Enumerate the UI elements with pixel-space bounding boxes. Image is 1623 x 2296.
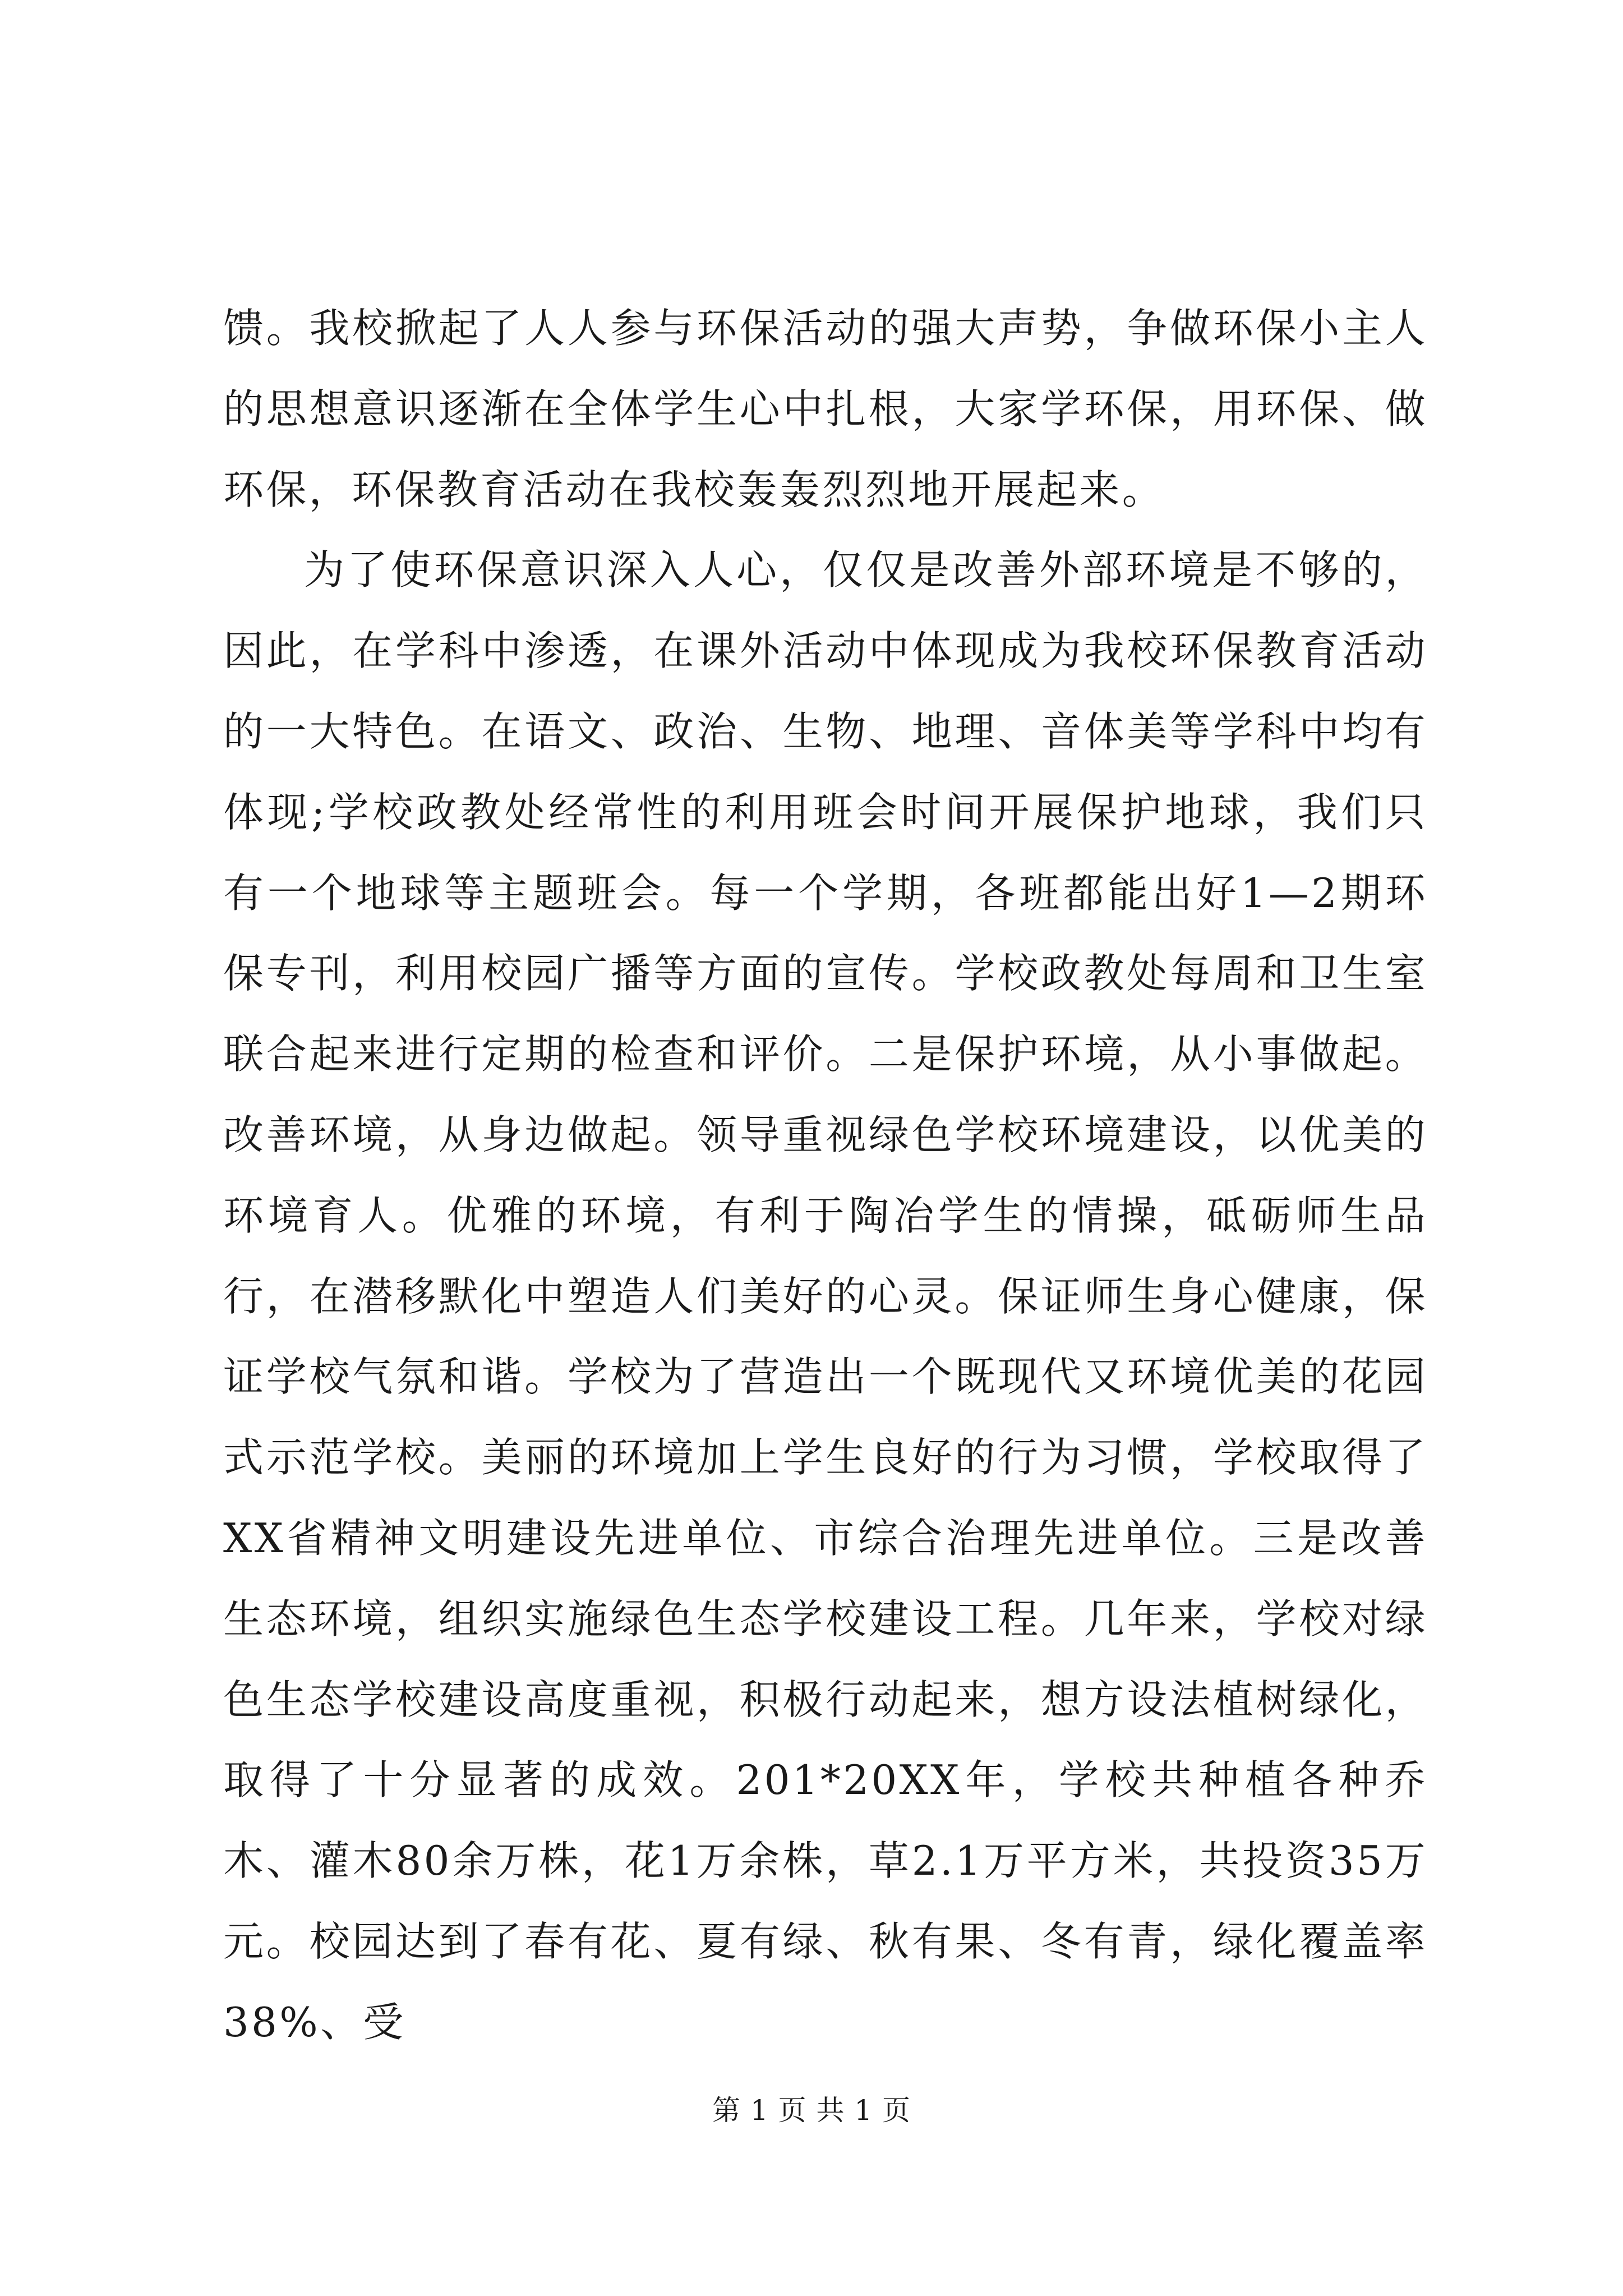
paragraph-1: 馈。我校掀起了人人参与环保活动的强大声势，争做环保小主人的思想意识逐渐在全体学生心中扎根，大家学环保，用环保、做环保，环保教育活动在我校轰轰烈烈地开展起来。 — [223, 305, 1428, 513]
paragraph-2: 为了使环保意识深入人心，仅仅是改善外部环境是不够的，因此，在学科中渗透，在课外活动中体现成为我校环保教育活动的一大特色。在语文、政治、生物、地理、音体美等学科中均有体现;学校政教处经常性的利用班会时间开展保护地球，我们只有一个地球等主题班会。每一个学期，各班都能出好1—2期环保专刊，利用校园广播等方面的宣传。学校政教处每周和卫生室联合起来进行定期的检查和评价。二是保护环境，从小事做起。改善环境，从身边做起。领导重视绿色学校环境建设，以优美的环境育人。优雅的环境，有利于陶冶学生的情操，砥砺师生品行，在潜移默化中塑造人们美好的心灵。保证师生身心健康，保证学校气氛和谐。学校为了营造出一个既现代又环境优美的花园式示范学校。美丽的环境加上学生良好的行为习惯，学校取得了XX省精神文明建设先进单位、市综合治理先进单位。三是改善生态环境，组织实施绿色生态学校建设工程。几年来，学校对绿色生态学校建设高度重视，积极行动起来，想方设法植树绿化，取得了十分显著的成效。201*20XX年，学校共种植各种乔木、灌木80余万株，花1万余株，草2.1万平方米，共投资35万元。校园达到了春有花、夏有绿、秋有果、冬有青，绿化覆盖率38%、受 — [223, 546, 1428, 2046]
document-body — [223, 288, 1428, 2063]
page-footer: 第 1 页 共 1 页 — [712, 2094, 911, 2127]
